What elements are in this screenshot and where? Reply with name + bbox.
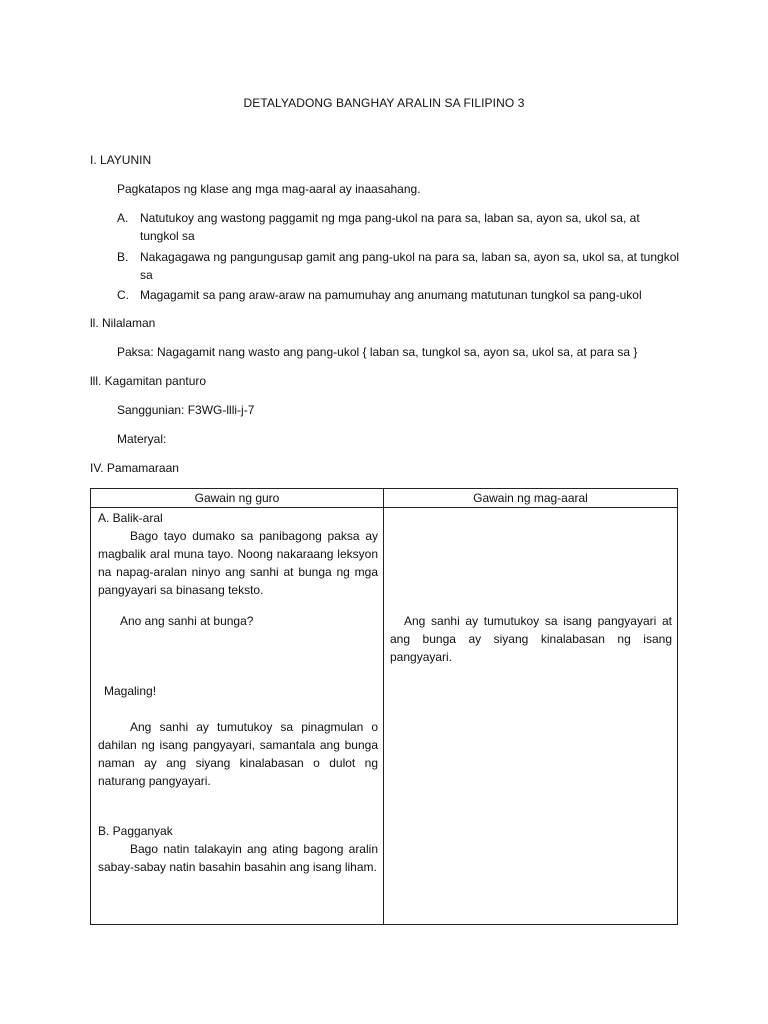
kagamitan-materyal: Materyal: — [117, 432, 167, 446]
section-heading-nilalaman: ll. Nilalaman — [90, 316, 156, 330]
guro-explanation: Ang sanhi ay tumutukoy sa pinagmulan o dahilan ng isang pangyayari, samantala ang bunga naman ay ang siyang kinalabasan o dulot ng naturang pangyayari. — [98, 720, 378, 788]
pagganyak-text: Bago natin talakayin ang ating bagong aralin sabay-sabay natin basahin basahin ang isang liham. — [98, 842, 378, 874]
pagganyak-heading: B. Pagganyak — [98, 824, 173, 838]
column-header-magaaral: Gawain ng mag-aaral — [384, 489, 678, 508]
magaaral-answer: Ang sanhi ay tumutukoy sa isang pangyayari at ang bunga ay siyang kinalabasan ng isang pangyayari. — [390, 614, 672, 664]
guro-magaling: Magaling! — [104, 684, 157, 698]
document-title: DETALYADONG BANGHAY ARALIN SA FILIPINO 3 — [243, 96, 525, 110]
section-heading-pamamaraan: IV. Pamamaraan — [90, 461, 179, 475]
magaaral-cell — [384, 508, 678, 925]
nilalaman-paksa: Paksa: Nagagamit nang wasto ang pang-ukol { laban sa, tungkol sa, ayon sa, ukol sa, at para sa } — [117, 345, 638, 359]
list-item-letter: C. — [117, 288, 129, 302]
table-row — [91, 508, 678, 925]
guro-cell — [91, 508, 384, 925]
list-item-text: Natutukoy ang wastong paggamit ng mga pang-ukol na para sa, laban sa, ayon sa, ukol sa, at tungkol sa — [140, 211, 640, 243]
list-item-text: Magagamit sa pang araw-araw na pamumuhay ang anumang matutunan tungkol sa pang-ukol — [140, 288, 642, 302]
section-heading-layunin: I. LAYUNIN — [90, 153, 152, 167]
table-header-row — [91, 489, 678, 508]
balik-aral-heading: A. Balik-aral — [98, 511, 163, 525]
list-item-letter: B. — [117, 250, 129, 264]
list-item-letter: A. — [117, 211, 129, 225]
pamamaraan-table — [90, 488, 678, 925]
section-heading-kagamitan: lll. Kagamitan panturo — [90, 374, 207, 388]
balik-aral-text: Bago tayo dumako sa panibagong paksa ay magbalik aral muna tayo. Noong nakaraang leksyon na napag-aralan ninyo ang sanhi at bunga ng mga pangyayari sa binasang teksto. — [98, 529, 378, 597]
guro-question: Ano ang sanhi at bunga? — [120, 614, 254, 628]
column-header-guro: Gawain ng guro — [91, 489, 384, 508]
kagamitan-sanggunian: Sanggunian: F3WG-llli-j-7 — [117, 403, 255, 417]
list-item-text: Nakagagawa ng pangungusap gamit ang pang-ukol na para sa, laban sa, ayon sa, ukol sa, at tungkol sa — [140, 250, 680, 282]
layunin-intro: Pagkatapos ng klase ang mga mag-aaral ay inaasahang. — [117, 182, 421, 196]
